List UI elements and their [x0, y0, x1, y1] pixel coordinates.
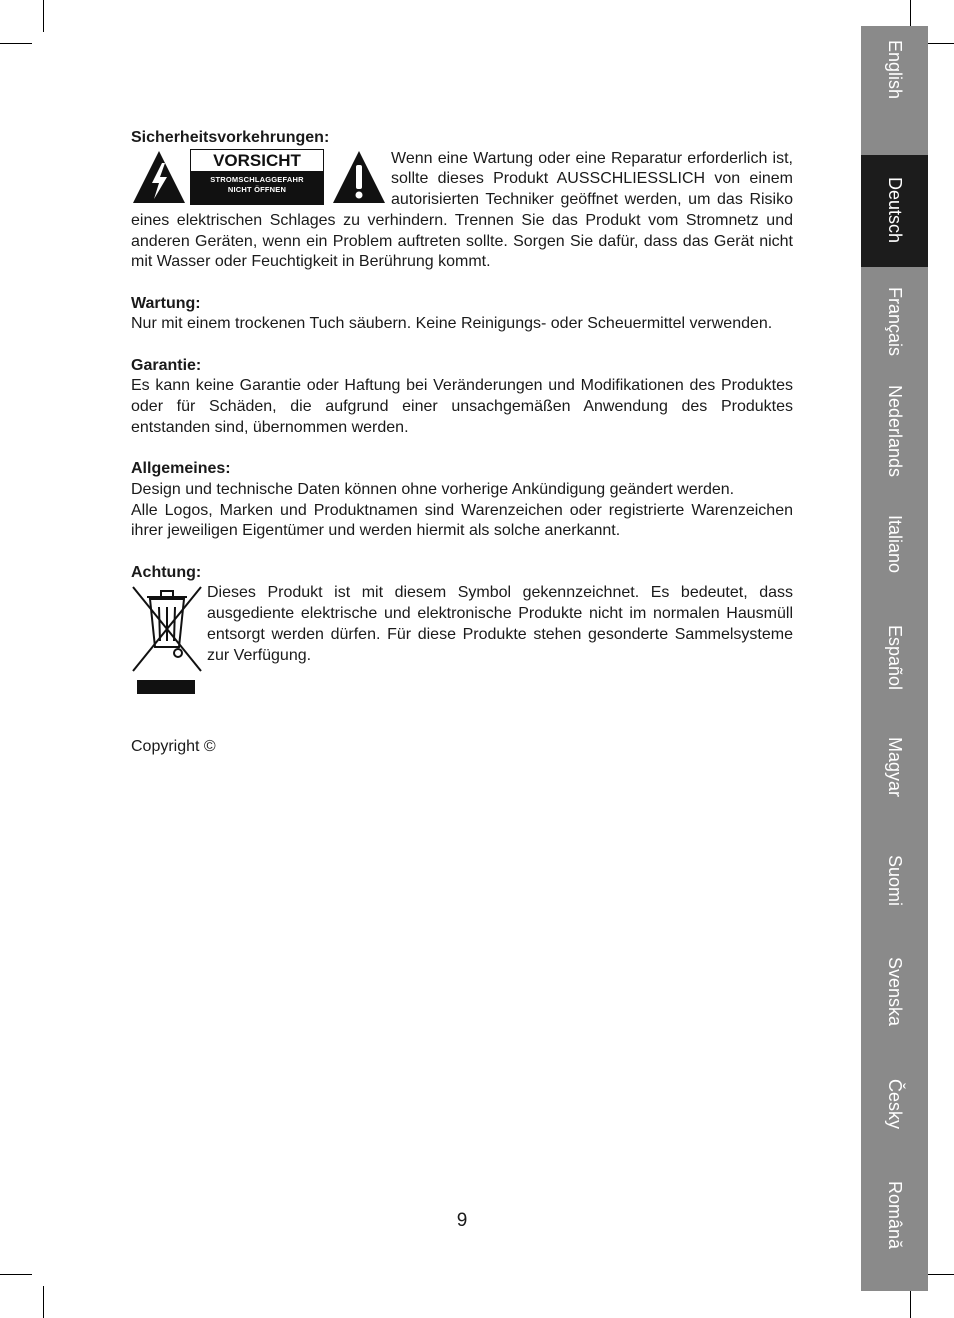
safety-text: Wenn eine Wartung oder eine Reparatur erforderlich ist, sollte dieses Produkt AUSSCHLIESSLICH von einem autorisierten Techniker geöffnet werden, um das Risiko eines elektrischen Schlages zu verhindern. Trennen Sie das Produkt vom Stromnetz und anderen Geräten, wenn ein Problem auftreten sollte. Sorgen Sie dafür, dass das Gerät nicht mit Wasser oder Feuchtigkeit in Berührung kommt. — [131, 149, 793, 271]
maintenance-heading: Wartung: — [131, 294, 201, 312]
attention-text: Dieses Produkt ist mit diesem Symbol gekennzeichnet. Es bedeutet, dass ausgediente elektrische und elektronische Produkte nicht im normalen Hausmüll entsorgt werden dürfen. Für diese Produkte stehen gesonderte Sammelsysteme zur Verfügung. — [207, 584, 793, 664]
crop-mark — [0, 43, 32, 44]
safety-heading: Sicherheitsvorkehrungen: — [131, 129, 330, 146]
caution-subtitle-line2: NICHT ÖFFNEN — [227, 184, 287, 194]
tab-label: Română — [885, 1181, 905, 1250]
crop-mark — [43, 0, 44, 32]
tab-label: English — [885, 40, 905, 100]
crossed-bin-icon — [131, 583, 203, 675]
safety-warning-block — [131, 149, 793, 273]
weee-block — [131, 583, 793, 695]
tab-label: Česky — [885, 1079, 905, 1130]
tab-romana[interactable] — [861, 1169, 928, 1291]
maintenance-text: Nur mit einem trockenen Tuch säubern. Keine Reinigungs- oder Scheuermittel verwenden. — [131, 315, 773, 333]
tab-label: Italiano — [885, 515, 905, 574]
general-heading: Allgemeines: — [131, 460, 231, 478]
warranty-heading: Garantie: — [131, 356, 202, 374]
tab-label: Svenska — [885, 957, 905, 1027]
tab-label: Nederlands — [885, 385, 905, 478]
weee-bar — [137, 680, 195, 694]
general-text-line1: Design und technische Daten können ohne vorherige Ankündigung geändert werden. — [131, 480, 735, 498]
caution-label — [190, 149, 324, 205]
safety-section — [131, 128, 793, 273]
copyright: Copyright © — [131, 738, 216, 756]
tab-italiano[interactable] — [861, 499, 928, 609]
tab-magyar[interactable] — [861, 721, 928, 837]
tab-cesky[interactable] — [861, 1065, 928, 1169]
warranty-section — [131, 356, 793, 439]
general-text-line2: Alle Logos, Marken und Produktnamen sind Warenzeichen oder registrierte Warenzeichen ihrer jeweiligen Eigentümer und werden hiermit als solche anerkannt. — [131, 501, 793, 540]
tab-deutsch[interactable] — [861, 155, 928, 267]
attention-heading: Achtung: — [131, 563, 202, 581]
general-section — [131, 459, 793, 542]
crop-mark — [43, 1286, 44, 1318]
language-tabs — [861, 26, 928, 1291]
caution-title: VORSICHT — [191, 150, 323, 171]
weee-symbol — [131, 583, 203, 695]
tab-label: Magyar — [885, 737, 905, 798]
tab-espanol[interactable] — [861, 609, 928, 721]
crop-mark — [0, 1274, 32, 1275]
exclamation-warning-icon — [331, 149, 387, 205]
tab-label: Español — [885, 625, 905, 691]
tab-francais[interactable] — [861, 267, 928, 371]
warranty-text: Es kann keine Garantie oder Haftung bei Veränderungen und Modifikationen des Produktes oder für Schäden, die aufgrund einer unsachgemäßen Anwendung des Produktes entstanden sind, übernommen werden. — [131, 377, 793, 436]
tab-nederlands[interactable] — [861, 371, 928, 499]
page-number: 9 — [456, 1210, 468, 1231]
caution-subtitle-line1: STROMSCHLAGGEFAHR — [210, 174, 304, 184]
tab-label: Deutsch — [885, 177, 905, 244]
tab-label: Français — [885, 287, 905, 357]
tab-svenska[interactable] — [861, 943, 928, 1065]
lightning-warning-icon — [131, 149, 187, 205]
caution-subtitle — [191, 171, 323, 195]
tab-suomi[interactable] — [861, 837, 928, 943]
page-content — [131, 128, 793, 758]
electric-shock-warning — [131, 149, 387, 205]
attention-section — [131, 563, 793, 696]
maintenance-section — [131, 294, 793, 335]
tab-label: Suomi — [885, 855, 905, 907]
tab-english[interactable] — [861, 26, 928, 155]
